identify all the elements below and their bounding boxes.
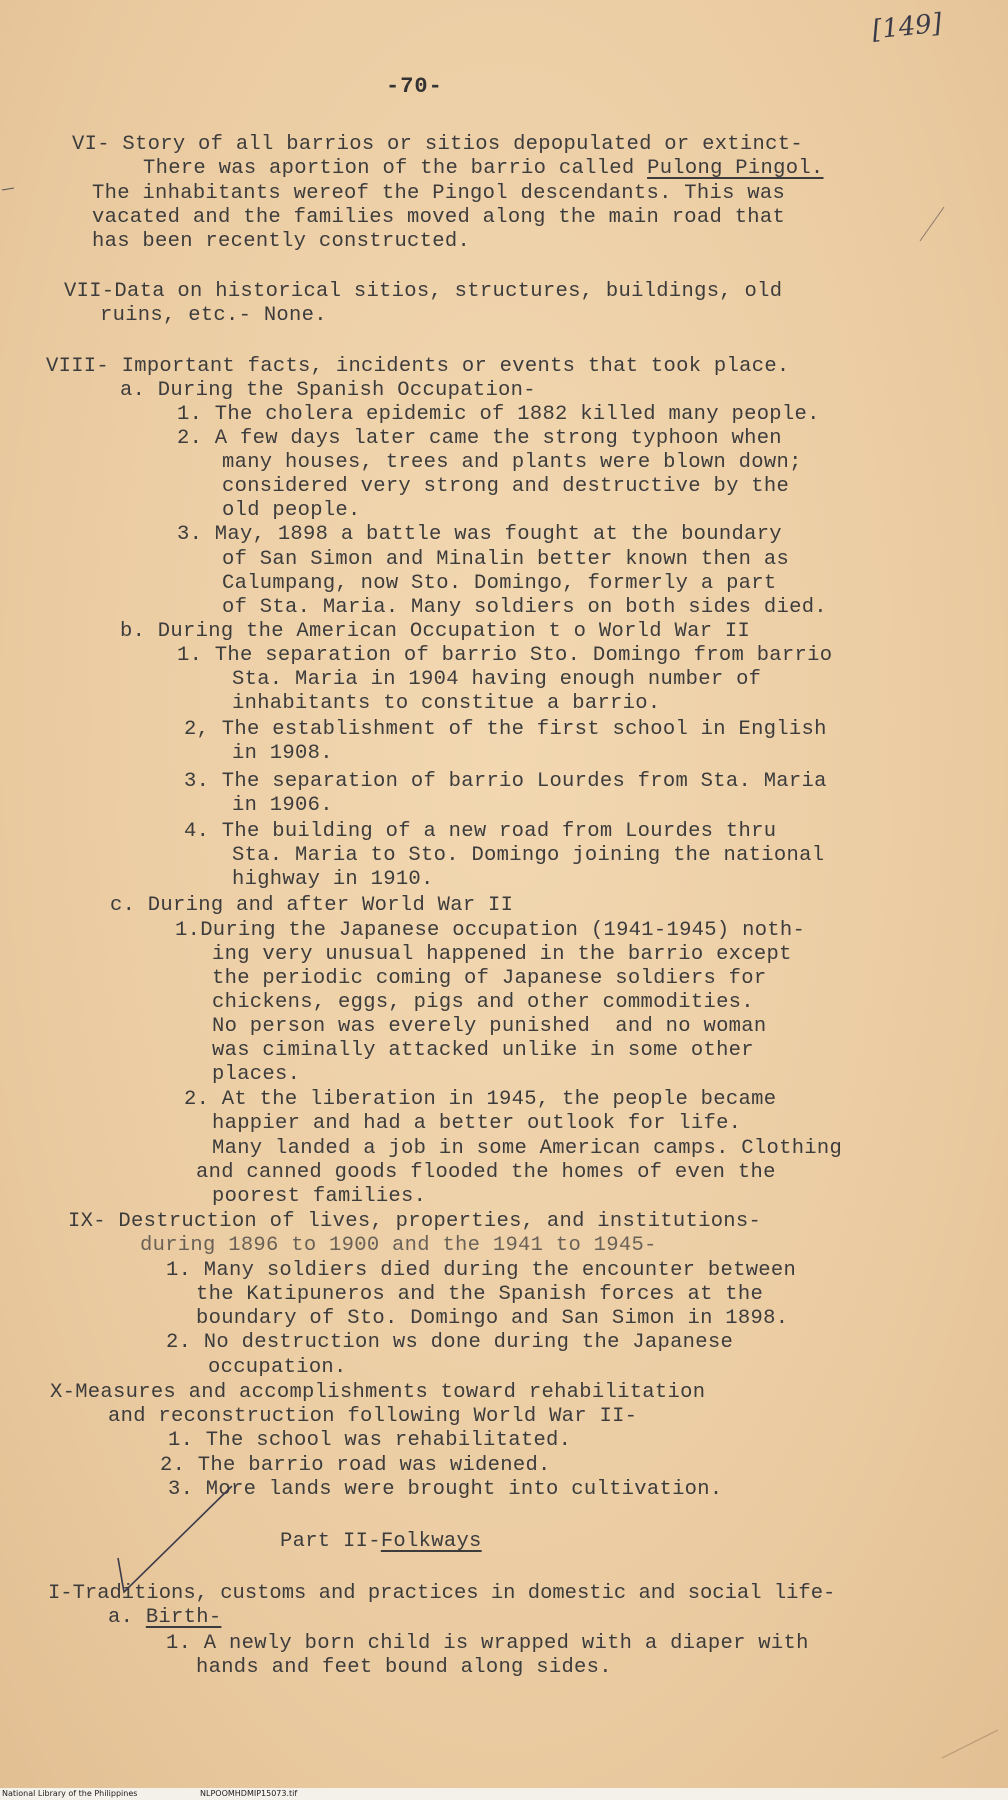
list-item: 4. The building of a new road from Lourdes thru	[184, 820, 777, 843]
list-item-line: chickens, eggs, pigs and other commodities.	[212, 991, 754, 1014]
subsection-c-heading: c. During and after World War II	[110, 894, 514, 917]
subsection-a-heading: a. During the Spanish Occupation-	[120, 379, 536, 402]
footer-bar	[0, 1788, 1008, 1800]
list-item: 3. The separation of barrio Lourdes from Sta. Maria	[184, 770, 827, 793]
list-item-line: was ciminally attacked unlike in some other	[212, 1039, 754, 1062]
section-vi-line: vacated and the families moved along the main road that	[92, 206, 786, 229]
underlined-heading: Folkways	[380, 1530, 482, 1553]
subsection-b-heading: b. During the American Occupation t o World War II	[120, 620, 751, 643]
text-run: a.	[108, 1606, 146, 1629]
list-item-line: Sta. Maria in 1904 having enough number of	[232, 668, 762, 691]
list-item-line: in 1908.	[232, 742, 333, 765]
section-ix-line: during 1896 to 1900 and the 1941 to 1945-	[140, 1234, 657, 1257]
list-item-line: boundary of Sto. Domingo and San Simon in 1898.	[196, 1307, 789, 1330]
list-item: 3. More lands were brought into cultivation.	[168, 1478, 723, 1501]
list-item-line: poorest families.	[212, 1185, 427, 1208]
list-item-line: happier and had a better outlook for life.	[212, 1112, 742, 1135]
list-item: 2, The establishment of the first school in English	[184, 718, 827, 741]
section-vii-line: ruins, etc.- None.	[100, 304, 327, 327]
margin-mark	[918, 205, 948, 245]
section-vi-line: has been recently constructed.	[92, 230, 471, 253]
section-vi-line: The inhabitants wereof the Pingol descendants. This was	[92, 182, 786, 205]
section-ix-heading: IX- Destruction of lives, properties, and institutions-	[68, 1210, 762, 1233]
list-item-line: inhabitants to constitue a barrio.	[232, 692, 661, 715]
section-vii-heading: VII-Data on historical sitios, structures, buildings, old	[64, 280, 783, 303]
pencil-check-mark	[110, 1480, 240, 1600]
list-item: 1. The school was rehabilitated.	[168, 1429, 572, 1452]
list-item-line: in 1906.	[232, 794, 333, 817]
subsection-birth-heading	[108, 1606, 221, 1630]
part-ii-heading	[280, 1530, 482, 1554]
list-item-line: places.	[212, 1063, 301, 1086]
list-item: 1. The cholera epidemic of 1882 killed many people.	[177, 403, 820, 426]
archive-stamp: [149]	[870, 8, 944, 46]
list-item-line: Sta. Maria to Sto. Domingo joining the national	[232, 844, 825, 867]
list-item: 2. No destruction ws done during the Japanese	[166, 1331, 734, 1354]
text-run: There was aportion of the barrio called	[143, 157, 648, 180]
list-item-line: ing very unusual happened in the barrio except	[212, 943, 792, 966]
list-item-line: many houses, trees and plants were blown down;	[222, 451, 802, 474]
list-item-line: occupation.	[208, 1356, 347, 1379]
text-run: Part II-	[280, 1530, 381, 1553]
list-item: 1. The separation of barrio Sto. Domingo from barrio	[177, 644, 833, 667]
section-vi-line	[143, 157, 824, 181]
list-item: 2. At the liberation in 1945, the people became	[184, 1088, 777, 1111]
underlined-place-name: Pulong Pingol.	[647, 157, 824, 180]
page-crease	[940, 1720, 1000, 1760]
section-viii-heading: VIII- Important facts, incidents or events that took place.	[46, 355, 790, 378]
list-item-line: No person was everely punished and no woman	[212, 1015, 767, 1038]
list-item-line: the Katipuneros and the Spanish forces at the	[196, 1283, 764, 1306]
page-number: -70-	[386, 74, 443, 99]
list-item-line: hands and feet bound along sides.	[196, 1656, 612, 1679]
list-item: 1.During the Japanese occupation (1941-1945) noth-	[175, 919, 806, 942]
folkways-heading: I-Traditions, customs and practices in domestic and social life-	[48, 1582, 836, 1605]
footer-library: National Library of the Philippines	[2, 1789, 138, 1798]
list-item-line: Many landed a job in some American camps. Clothing	[212, 1137, 843, 1160]
footer-filename: NLPOOMHDMIP15073.tif	[200, 1789, 298, 1798]
list-item-line: old people.	[222, 499, 361, 522]
margin-mark	[0, 180, 20, 200]
list-item-line: the periodic coming of Japanese soldiers for	[212, 967, 767, 990]
list-item-line: Calumpang, now Sto. Domingo, formerly a part	[222, 572, 777, 595]
list-item-line: highway in 1910.	[232, 868, 434, 891]
list-item: 3. May, 1898 a battle was fought at the boundary	[177, 523, 782, 546]
list-item-line: of Sta. Maria. Many soldiers on both sides died.	[222, 596, 827, 619]
list-item: 1. Many soldiers died during the encounter between	[166, 1259, 797, 1282]
list-item-line: considered very strong and destructive by the	[222, 475, 790, 498]
section-x-heading: X-Measures and accomplishments toward rehabilitation	[50, 1381, 706, 1404]
list-item: 2. A few days later came the strong typhoon when	[177, 427, 782, 450]
list-item-line: and canned goods flooded the homes of even the	[196, 1161, 776, 1184]
list-item: 2. The barrio road was widened.	[160, 1454, 551, 1477]
section-vi-heading: VI- Story of all barrios or sitios depopulated or extinct-	[72, 133, 803, 156]
underlined-heading: Birth-	[145, 1606, 222, 1629]
list-item-line: of San Simon and Minalin better known then as	[222, 548, 790, 571]
section-x-line: and reconstruction following World War II-	[108, 1405, 638, 1428]
list-item: 1. A newly born child is wrapped with a diaper with	[166, 1632, 809, 1655]
